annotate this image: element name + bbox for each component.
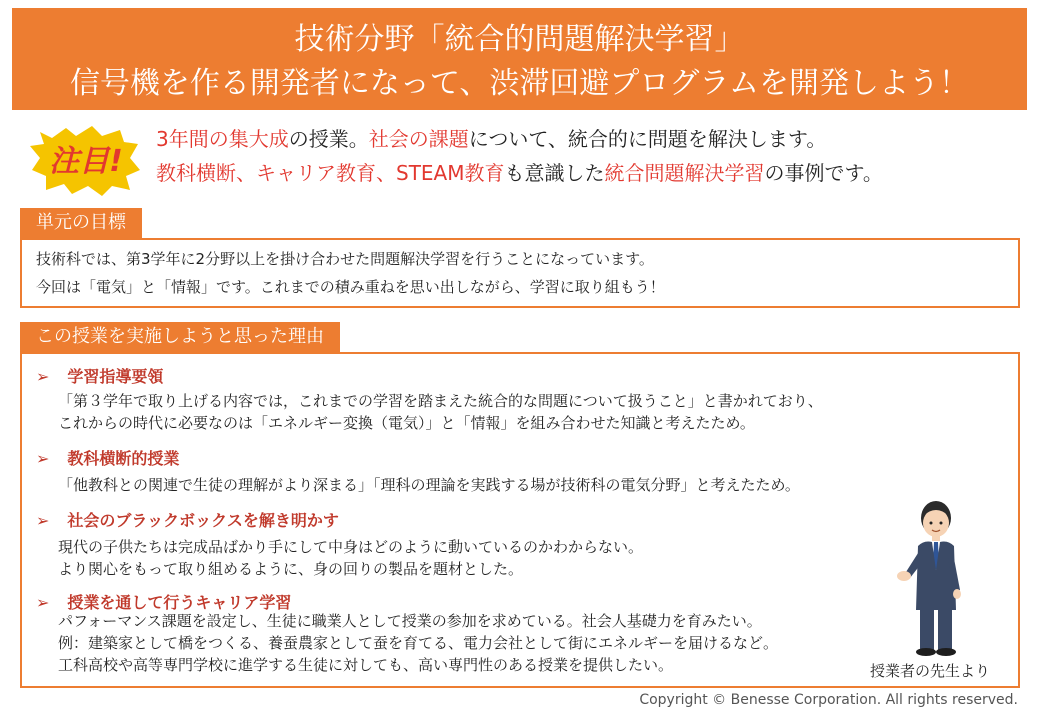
intro-segment: について、統合的に問題を解決します。: [468, 127, 827, 151]
intro-segment: の事例です。: [764, 161, 883, 185]
arrow-right-icon: ➢: [36, 367, 50, 386]
reason-title-text: 教科横断的授業: [67, 449, 180, 468]
intro-highlight: 3年間の集大成: [156, 127, 289, 151]
reason-title-text: 授業を通して行うキャリア学習: [67, 593, 292, 612]
section-label-reasons: この授業を実施しようと思った理由: [20, 322, 340, 352]
reason-line: 工科高校や高等専門学校に進学する生徒に対しても、高い専門性のある授業を提供したい。: [58, 656, 674, 674]
title-line-1: 技術分野「統合的問題解決学習」: [294, 22, 745, 57]
reasons-box: [20, 352, 1020, 688]
teacher-caption: 授業者の先生より: [870, 662, 991, 680]
attention-badge-icon: [30, 124, 142, 196]
reason-text-1: [58, 390, 823, 434]
goal-box: [20, 238, 1020, 308]
intro-segment: の授業。: [288, 127, 369, 151]
reason-line: 現代の子供たちは完成品ばかり手にして中身はどのように動いているのかわからない。: [58, 538, 644, 556]
intro-highlight: 統合問題解決学習: [604, 161, 765, 185]
reason-title-1: [36, 364, 163, 387]
reason-line: より関心をもって取り組めるように、身の回りの製品を題材とした。: [58, 560, 524, 578]
title-line-2: 信号機を作る開発者になって、渋滞回避プログラムを開発しよう！: [69, 66, 970, 101]
attention-badge-text: 注目!: [49, 144, 123, 179]
intro-text: [156, 122, 883, 190]
reason-line: 例：建築家として橋をつくる、養蚕農家として蚕を育てる、電力会社として街にエネルギーを届けるなど。: [58, 634, 779, 652]
reason-text-4: [58, 610, 778, 676]
goal-line-2: 今回は「電気」と「情報」です。これまでの積み重ねを思い出しながら、学習に取り組もう！: [36, 278, 665, 296]
intro-highlight: 教科横断、キャリア教育、STEAM教育: [156, 161, 505, 185]
reason-text-2: [58, 474, 800, 496]
arrow-right-icon: ➢: [36, 511, 50, 530]
intro-highlight: 社会の課題: [368, 127, 469, 151]
reason-title-text: 学習指導要領: [67, 367, 164, 386]
reason-title-3: [36, 508, 339, 531]
reason-title-2: [36, 446, 179, 469]
teacher-illustration-icon: [894, 498, 970, 658]
section-label-goal: 単元の目標: [20, 208, 142, 238]
reason-text-3: [58, 536, 643, 580]
reason-line: 「第３学年で取り上げる内容では，これまでの学習を踏まえた統合的な問題について扱うこと」と書かれており、: [58, 392, 823, 410]
arrow-right-icon: ➢: [36, 449, 50, 468]
title-banner: [12, 8, 1027, 110]
arrow-right-icon: ➢: [36, 593, 50, 612]
copyright-text: Copyright © Benesse Corporation. All rights reserved.: [639, 692, 1018, 708]
reason-line: パフォーマンス課題を設定し、生徒に職業人として授業の参加を求めている。社会人基礎力を育みたい。: [58, 612, 762, 630]
goal-line-1: 技術科では、第3学年に2分野以上を掛け合わせた問題解決学習を行うことになっています。: [36, 250, 654, 268]
intro-segment: も意識した: [504, 161, 605, 185]
reason-title-text: 社会のブラックボックスを解き明かす: [67, 511, 339, 530]
reason-line: これからの時代に必要なのは「エネルギー変換（電気）」と「情報」を組み合わせた知識と考えたため。: [58, 414, 755, 432]
intro-line-2: [156, 156, 883, 190]
reason-line: 「他教科との関連で生徒の理解がより深まる」「理科の理論を実践する場が技術科の電気分野」と考えたため。: [58, 476, 800, 494]
intro-line-1: [156, 122, 883, 156]
